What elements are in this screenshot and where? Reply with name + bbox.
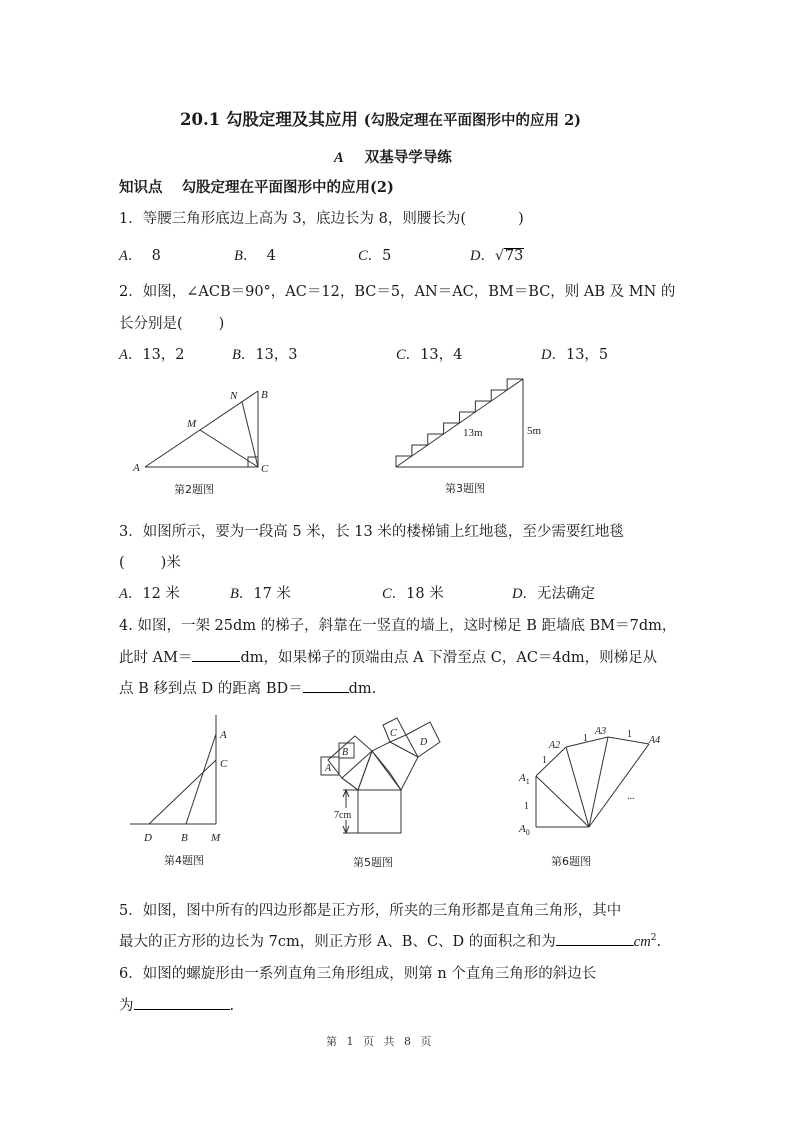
- section-heading: [334, 146, 452, 167]
- option-letter: B: [234, 248, 243, 264]
- q5-answer-blank[interactable]: [556, 931, 634, 946]
- fig4-ladder-ab: [186, 734, 216, 824]
- question-5-line1: 5．如图，图中所有的四边形都是正方形，所夹的三角形都是直角三角形，其中: [119, 903, 622, 919]
- fig5-caption: 第5题图: [353, 856, 393, 869]
- question-1: [119, 207, 524, 228]
- option-value: 73: [504, 248, 524, 264]
- fig4-label-a: A: [220, 729, 227, 741]
- fig6-unit-a1a2: 1: [542, 755, 547, 766]
- q1-close: ): [518, 211, 524, 227]
- question-2-line2: [119, 312, 224, 333]
- question-4-line3: [119, 677, 376, 698]
- option-value: 13，4: [420, 347, 463, 363]
- page-title: [180, 106, 581, 130]
- option-letter: C: [358, 248, 368, 264]
- option-letter: D: [470, 248, 481, 264]
- fig6-unit-a2a3: 1: [583, 733, 588, 744]
- q4-bd-label: 点 B 移到点 D 的距离 BD＝: [119, 681, 303, 697]
- fig4-label-m: M: [211, 832, 221, 844]
- option-value: 17 米: [253, 586, 291, 602]
- question-4-line2: [119, 646, 657, 667]
- q5-unit-exponent: 2: [650, 933, 657, 944]
- q5-unit: cm: [633, 934, 651, 950]
- page-footer: 第 1 页 共 8 页: [326, 1035, 435, 1048]
- figure-4: [120, 705, 260, 875]
- fig2-caption: 第2题图: [174, 483, 214, 496]
- figure-6: [505, 705, 695, 875]
- fig6-caption: 第6题图: [551, 855, 591, 868]
- fig5-label-a: A: [325, 763, 332, 774]
- option-letter: D: [512, 586, 523, 602]
- option-letter: B: [232, 347, 241, 363]
- fig6-side-a1a2: [536, 747, 566, 776]
- fig6-unit-a0a1: 1: [524, 801, 529, 812]
- fig5-largest-square: [358, 790, 401, 833]
- option-value: 13，5: [565, 347, 609, 363]
- q2-option-d: D．13，5: [541, 347, 609, 363]
- q2-close: ): [218, 316, 225, 332]
- option-letter: A: [119, 347, 128, 363]
- figure-2: [120, 375, 290, 505]
- fig6-label-a1: $A_1$: [519, 772, 530, 786]
- option-letter: C: [382, 586, 392, 602]
- fig2-label-a: A: [133, 462, 140, 474]
- fig4-label-b: B: [181, 832, 188, 844]
- q4-am-blank[interactable]: [192, 647, 240, 662]
- title-sub: (勾股定理在平面图形中的应用 2): [363, 112, 582, 129]
- fig5-label-d: D: [420, 737, 428, 748]
- option-letter: B: [230, 586, 239, 602]
- option-value: 8: [151, 248, 161, 264]
- fig6-label-a2: A2: [549, 740, 561, 751]
- q6-period: .: [229, 998, 235, 1014]
- kp-title: 勾股定理在平面图形中的应用(2): [181, 179, 394, 196]
- fig3-hyp-label: 13m: [463, 427, 483, 439]
- fig6-hyp-1: [536, 776, 589, 827]
- option-value: 13，2: [142, 347, 185, 363]
- q2-option-a: A．13，2: [119, 347, 185, 363]
- fig4-label-c: C: [220, 758, 228, 770]
- fig6-label-a0: $A_0$: [519, 823, 530, 837]
- q4-line2-rest: dm，如果梯子的顶端由点 A 下滑至点 C，AC＝4dm，则梯足从: [240, 650, 658, 666]
- fig6-hyp-2: [566, 747, 589, 827]
- question-2-line1: 2．如图，∠ACB＝90°，AC＝12，BC＝5，AN＝AC，BM＝BC，则 AB 及 MN 的: [119, 284, 676, 300]
- q4-bd-blank[interactable]: [303, 678, 349, 693]
- question-3-line2: [119, 551, 181, 572]
- q1-option-c: C．5: [358, 248, 392, 264]
- option-letter: C: [396, 347, 406, 363]
- q3-open: (: [119, 555, 125, 571]
- q3-close: )米: [160, 555, 181, 571]
- title-main: 20.1 勾股定理及其应用: [180, 110, 358, 129]
- fig2-label-m: M: [187, 418, 197, 430]
- q1-text: 1．等腰三角形底边上高为 3，底边长为 8，则腰长为(: [119, 211, 467, 227]
- fig3-height-label: 5m: [527, 425, 542, 437]
- q4-line3-rest: dm.: [348, 681, 377, 697]
- section-title: 双基导学导练: [364, 149, 452, 166]
- fig6-label-a4: A4: [649, 735, 661, 746]
- fig6-ellipsis: ...: [627, 791, 635, 802]
- fig2-label-b: B: [261, 389, 268, 401]
- fig2-label-n: N: [230, 390, 238, 402]
- option-value: 5: [382, 248, 392, 264]
- q3-option-b: B．17 米: [230, 586, 291, 602]
- question-3-line1: 3．如图所示，要为一段高 5 米，长 13 米的楼梯铺上红地毯，至少需要红地毯: [119, 524, 624, 540]
- option-letter: D: [541, 347, 552, 363]
- fig3-caption: 第3题图: [445, 482, 485, 495]
- fig5-mid-square-right: [372, 742, 418, 790]
- q5-line2-text: 最大的正方形的边长为 7cm，则正方形 A、B、C、D 的面积之和为: [119, 934, 556, 950]
- fig6-label-a3: A3: [595, 726, 607, 737]
- fig6-unit-a3a4: 1: [627, 729, 632, 740]
- q1-option-a: A． 8: [119, 248, 161, 264]
- question-6-line1: 6．如图的螺旋形由一系列直角三角形组成，则第 n 个直角三角形的斜边长: [119, 966, 597, 982]
- question-5-line2: [119, 930, 661, 951]
- option-value: 18 米: [406, 586, 444, 602]
- fig4-label-d: D: [144, 832, 152, 844]
- q4-am-label: 此时 AM＝: [119, 650, 193, 666]
- fig5-label-b: B: [342, 747, 349, 758]
- q3-option-a: A．12 米: [119, 586, 180, 602]
- question-4-line1: 4. 如图，一架 25dm 的梯子，斜靠在一竖直的墙上，这时梯足 B 距墙底 BM＝7dm，: [119, 618, 677, 634]
- fig4-caption: 第4题图: [164, 854, 204, 867]
- fig5-label-c: C: [390, 728, 397, 739]
- figure-3: [385, 370, 555, 500]
- q3-option-d: D．无法确定: [512, 586, 595, 602]
- option-value: 无法确定: [536, 586, 595, 602]
- q6-line2-text: 为: [119, 998, 134, 1014]
- kp-label: 知识点: [119, 179, 163, 196]
- option-value: 12 米: [142, 586, 180, 602]
- option-value: 4: [266, 248, 276, 264]
- fig5-mid-square-left: [328, 736, 372, 790]
- fig5-side-label: 7cm: [334, 810, 352, 821]
- q1-option-b: B． 4: [234, 248, 276, 264]
- fig2-label-c: C: [261, 463, 269, 475]
- option-letter: A: [119, 586, 128, 602]
- fig4-ladder-cd: [149, 760, 216, 824]
- q3-option-c: C．18 米: [382, 586, 444, 602]
- q1-option-d: D．√73: [470, 248, 524, 264]
- fig2-segment-mc: [200, 430, 258, 467]
- section-letter: A: [334, 150, 344, 166]
- q2-line2-text: 长分别是(: [119, 316, 183, 332]
- option-value: 13，3: [255, 347, 298, 363]
- knowledge-point: [119, 176, 394, 197]
- question-6-line2: [119, 994, 234, 1015]
- q2-option-b: B．13，3: [232, 347, 298, 363]
- q5-period: .: [656, 934, 662, 950]
- figure-5: [300, 705, 460, 875]
- q6-answer-blank[interactable]: [134, 995, 230, 1010]
- q2-option-c: C．13，4: [396, 347, 463, 363]
- option-letter: A: [119, 248, 128, 264]
